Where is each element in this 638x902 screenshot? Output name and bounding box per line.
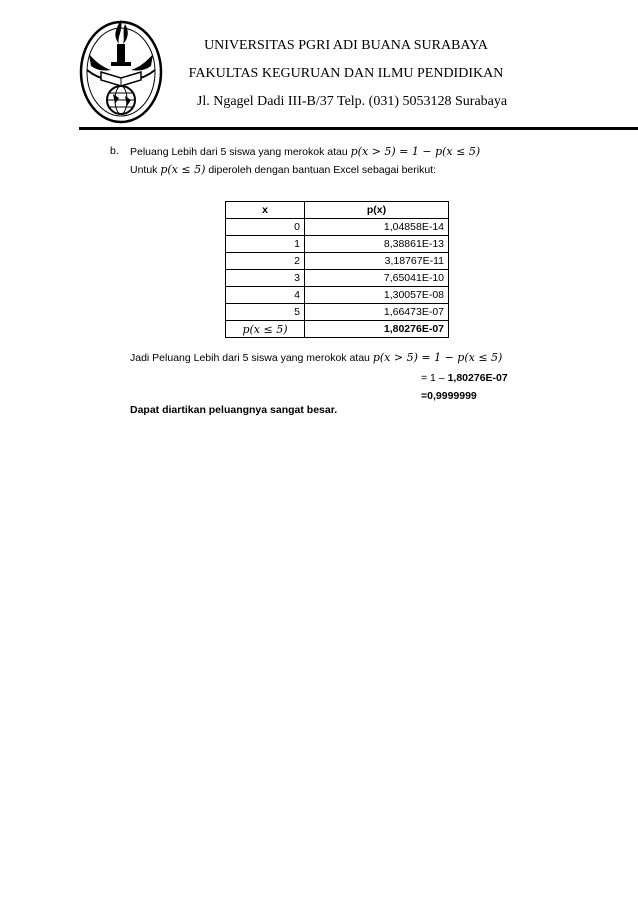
cell-x: 4 <box>226 287 305 304</box>
excel-intro-formula: p(x ≤ 5) <box>160 163 206 176</box>
probability-table <box>225 201 449 338</box>
cell-x: 2 <box>226 253 305 270</box>
cell-px: 1,66473E-07 <box>305 304 449 321</box>
cell-x: 0 <box>226 219 305 236</box>
final-statement: Dapat diartikan peluangnya sangat besar. <box>130 404 338 416</box>
table-row <box>226 304 449 321</box>
question-text: Peluang Lebih dari 5 siswa yang merokok atau <box>130 146 348 158</box>
column-header-x: x <box>226 202 305 219</box>
table-row <box>226 253 449 270</box>
cell-px: 3,18767E-11 <box>305 253 449 270</box>
conclusion-line <box>130 351 502 364</box>
item-marker: b. <box>110 145 119 157</box>
table-header-row <box>226 202 449 219</box>
table-sum-row <box>226 321 449 338</box>
cell-px: 1,04858E-14 <box>305 219 449 236</box>
conclusion-formula: p(x > 5) = 1 − p(x ≤ 5) <box>372 351 503 364</box>
cell-x: 3 <box>226 270 305 287</box>
sum-label: p(x ≤ 5) <box>226 321 305 338</box>
excel-intro-prefix: Untuk <box>130 164 158 176</box>
sum-value: 1,80276E-07 <box>305 321 449 338</box>
table-row <box>226 270 449 287</box>
faculty-name: FAKULTAS KEGURUAN DAN ILMU PENDIDIKAN <box>188 66 504 81</box>
cell-px: 8,38861E-13 <box>305 236 449 253</box>
cell-x: 1 <box>226 236 305 253</box>
cell-px: 7,65041E-10 <box>305 270 449 287</box>
question-formula: p(x > 5) = 1 − p(x ≤ 5) <box>350 145 481 158</box>
cell-px: 1,30057E-08 <box>305 287 449 304</box>
conclusion-text: Jadi Peluang Lebih dari 5 siswa yang merokok atau <box>130 352 370 364</box>
calculation-step-1 <box>421 372 508 384</box>
table-row <box>226 236 449 253</box>
excel-intro-suffix: diperoleh dengan bantuan Excel sebagai berikut: <box>208 164 436 176</box>
excel-intro-line <box>130 163 436 176</box>
university-name: UNIVERSITAS PGRI ADI BUANA SURABAYA <box>204 38 488 53</box>
calculation-step-1-prefix: = 1 – <box>421 372 448 384</box>
calculation-step-1-value: 1,80276E-07 <box>447 372 508 384</box>
address-line: Jl. Ngagel Dadi III-B/37 Telp. (031) 5053128 Surabaya <box>196 94 508 109</box>
question-line <box>130 145 480 158</box>
header-divider <box>79 127 638 130</box>
table-row <box>226 287 449 304</box>
calculation-step-2: =0,9999999 <box>421 390 477 402</box>
cell-x: 5 <box>226 304 305 321</box>
column-header-px: p(x) <box>305 202 449 219</box>
table-row <box>226 219 449 236</box>
